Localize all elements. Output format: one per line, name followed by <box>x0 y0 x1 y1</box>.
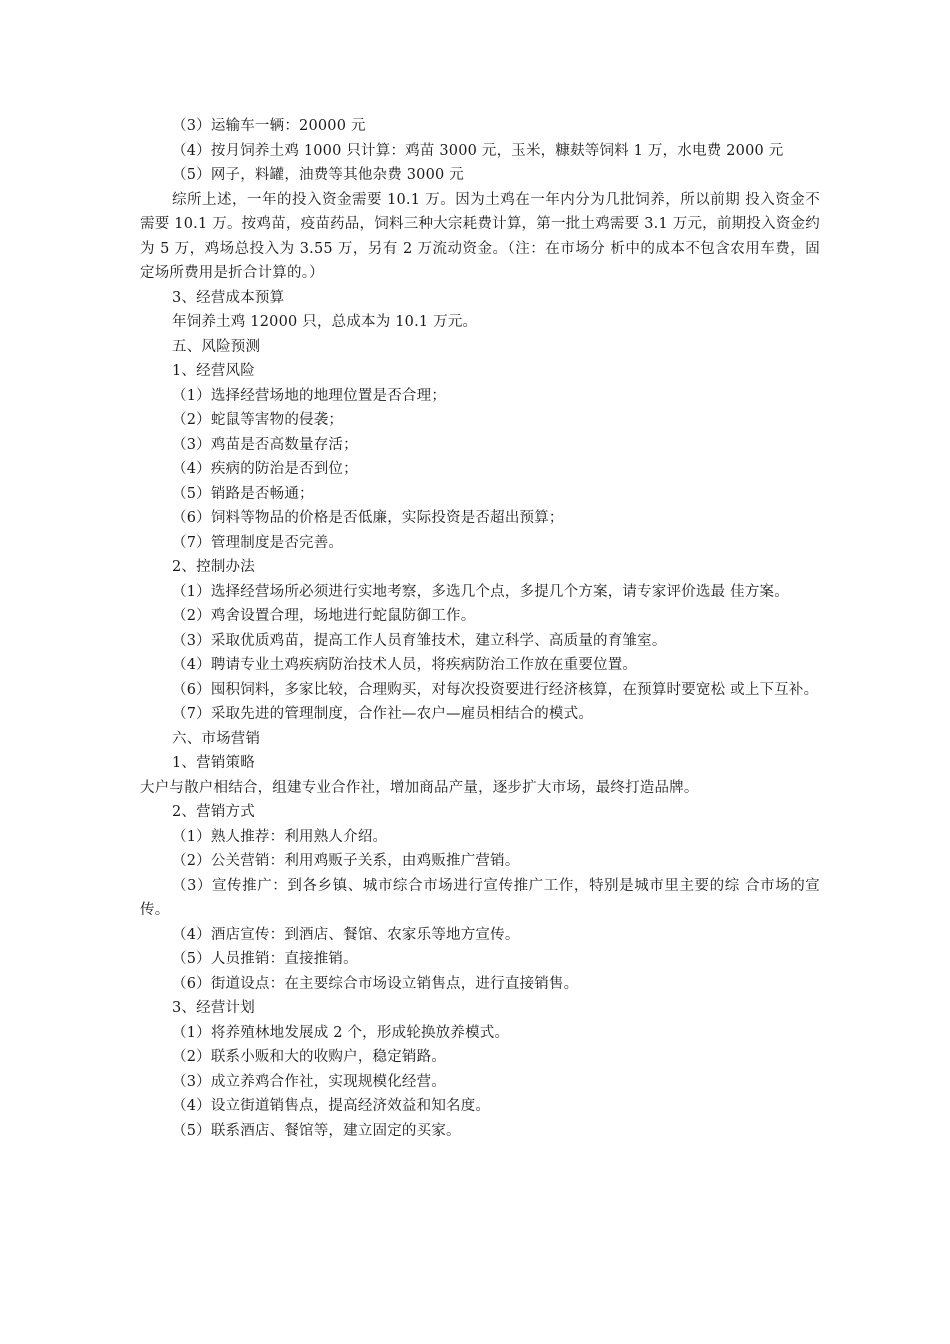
list-item: （4）酒店宣传：到酒店、餐馆、农家乐等地方宣传。 <box>172 926 520 943</box>
section-heading: 3、经营成本预算 <box>172 289 285 306</box>
list-item: （2）蛇鼠等害物的侵袭； <box>172 412 344 428</box>
list-item: （4）疾病的防治是否到位； <box>172 461 358 477</box>
text-line: （3）运输车一辆：20000 元 <box>172 118 366 134</box>
list-item: （3）鸡苗是否高数量存活； <box>172 436 358 453</box>
text-line: （4）按月饲养土鸡 1000 只计算：鸡苗 3000 元，玉米，糠麸等饲料 1 万，水电费 2000 元 <box>172 142 784 159</box>
section-heading: 3、经营计划 <box>172 1000 255 1016</box>
list-item: （5）联系酒店、餐馆等，建立固定的买家。 <box>172 1122 461 1139</box>
list-item: （2）鸡舍设置合理，场地进行蛇鼠防御工作。 <box>172 608 476 624</box>
section-heading: 2、控制办法 <box>172 559 255 575</box>
section-heading: 2、营销方式 <box>172 804 255 820</box>
text-line: 年饲养土鸡 12000 只，总成本为 10.1 万元。 <box>172 314 478 330</box>
section-heading: 1、营销策略 <box>172 755 255 771</box>
list-item: （6）饲料等物品的价格是否低廉，实际投资是否超出预算； <box>172 510 564 526</box>
document-body <box>140 114 820 1143</box>
text-line: （5）网子，料罐，油费等其他杂费 3000 元 <box>172 167 464 183</box>
list-item: （1）将养殖林地发展成 2 个，形成轮换放养模式。 <box>172 1024 510 1041</box>
list-item: （5）人员推销：直接推销。 <box>172 951 358 967</box>
list-item: （4）聘请专业土鸡疾病防治技术人员，将疾病防治工作放在重要位置。 <box>172 657 638 673</box>
list-item: （4）设立街道销售点，提高经济效益和知名度。 <box>172 1098 491 1114</box>
section-heading: 五、风险预测 <box>172 338 261 355</box>
text-line: 大户与散户相结合，组建专业合作社，增加商品产量，逐步扩大市场，最终打造品牌。 <box>140 779 699 796</box>
list-item: （6）街道设点：在主要综合市场设立销售点，进行直接销售。 <box>172 975 579 992</box>
list-item: （3）采取优质鸡苗，提高工作人员育雏技术，建立科学、高质量的育雏室。 <box>172 632 667 649</box>
list-item: （1）熟人推荐：利用熟人介绍。 <box>172 828 388 845</box>
section-heading: 1、经营风险 <box>172 363 255 379</box>
list-item: （6）囤积饲料，多家比较，合理购买，对每次投资要进行经济核算，在预算时要宽松 或上下互补。 <box>172 681 819 698</box>
section-heading: 六、市场营销 <box>172 730 261 747</box>
list-item: （3）成立养鸡合作社，实现规模化经营。 <box>172 1073 447 1090</box>
list-item: （2）公关营销：利用鸡贩子关系，由鸡贩推广营销。 <box>172 853 520 869</box>
list-item: （1）选择经营场地的地理位置是否合理； <box>172 387 447 404</box>
list-item: （7）采取先进的管理制度，合作社—农户—雇员相结合的模式。 <box>172 706 594 722</box>
list-item: （5）销路是否畅通； <box>172 485 314 502</box>
list-item: （7）管理制度是否完善。 <box>172 534 344 551</box>
list-item: （1）选择经营场所必须进行实地考察，多选几个点，多提几个方案，请专家评价选最 佳方案。 <box>172 583 789 600</box>
paragraph: 综所上述，一年的投入资金需要 10.1 万。因为土鸡在一年内分为几批饲养，所以前期 投入资金不需要 10.1 万。按鸡苗，疫苗药品，饲料三种大宗耗费计算，第一批土鸡需要 3.1 万元，前期投入资金约为 5 万，鸡场总投入为 3.55 万，另有 2 万流动资金。（注：在市场分 析中的成本不包含农用车费，固定场所费用是折合计算的。） <box>140 191 820 281</box>
list-item: （3）宣传推广：到各乡镇、城市综合市场进行宣传推广工作，特别是城市里主要的综 合市场的宣传。 <box>140 877 820 918</box>
list-item: （2）联系小贩和大的收购户，稳定销路。 <box>172 1049 447 1065</box>
